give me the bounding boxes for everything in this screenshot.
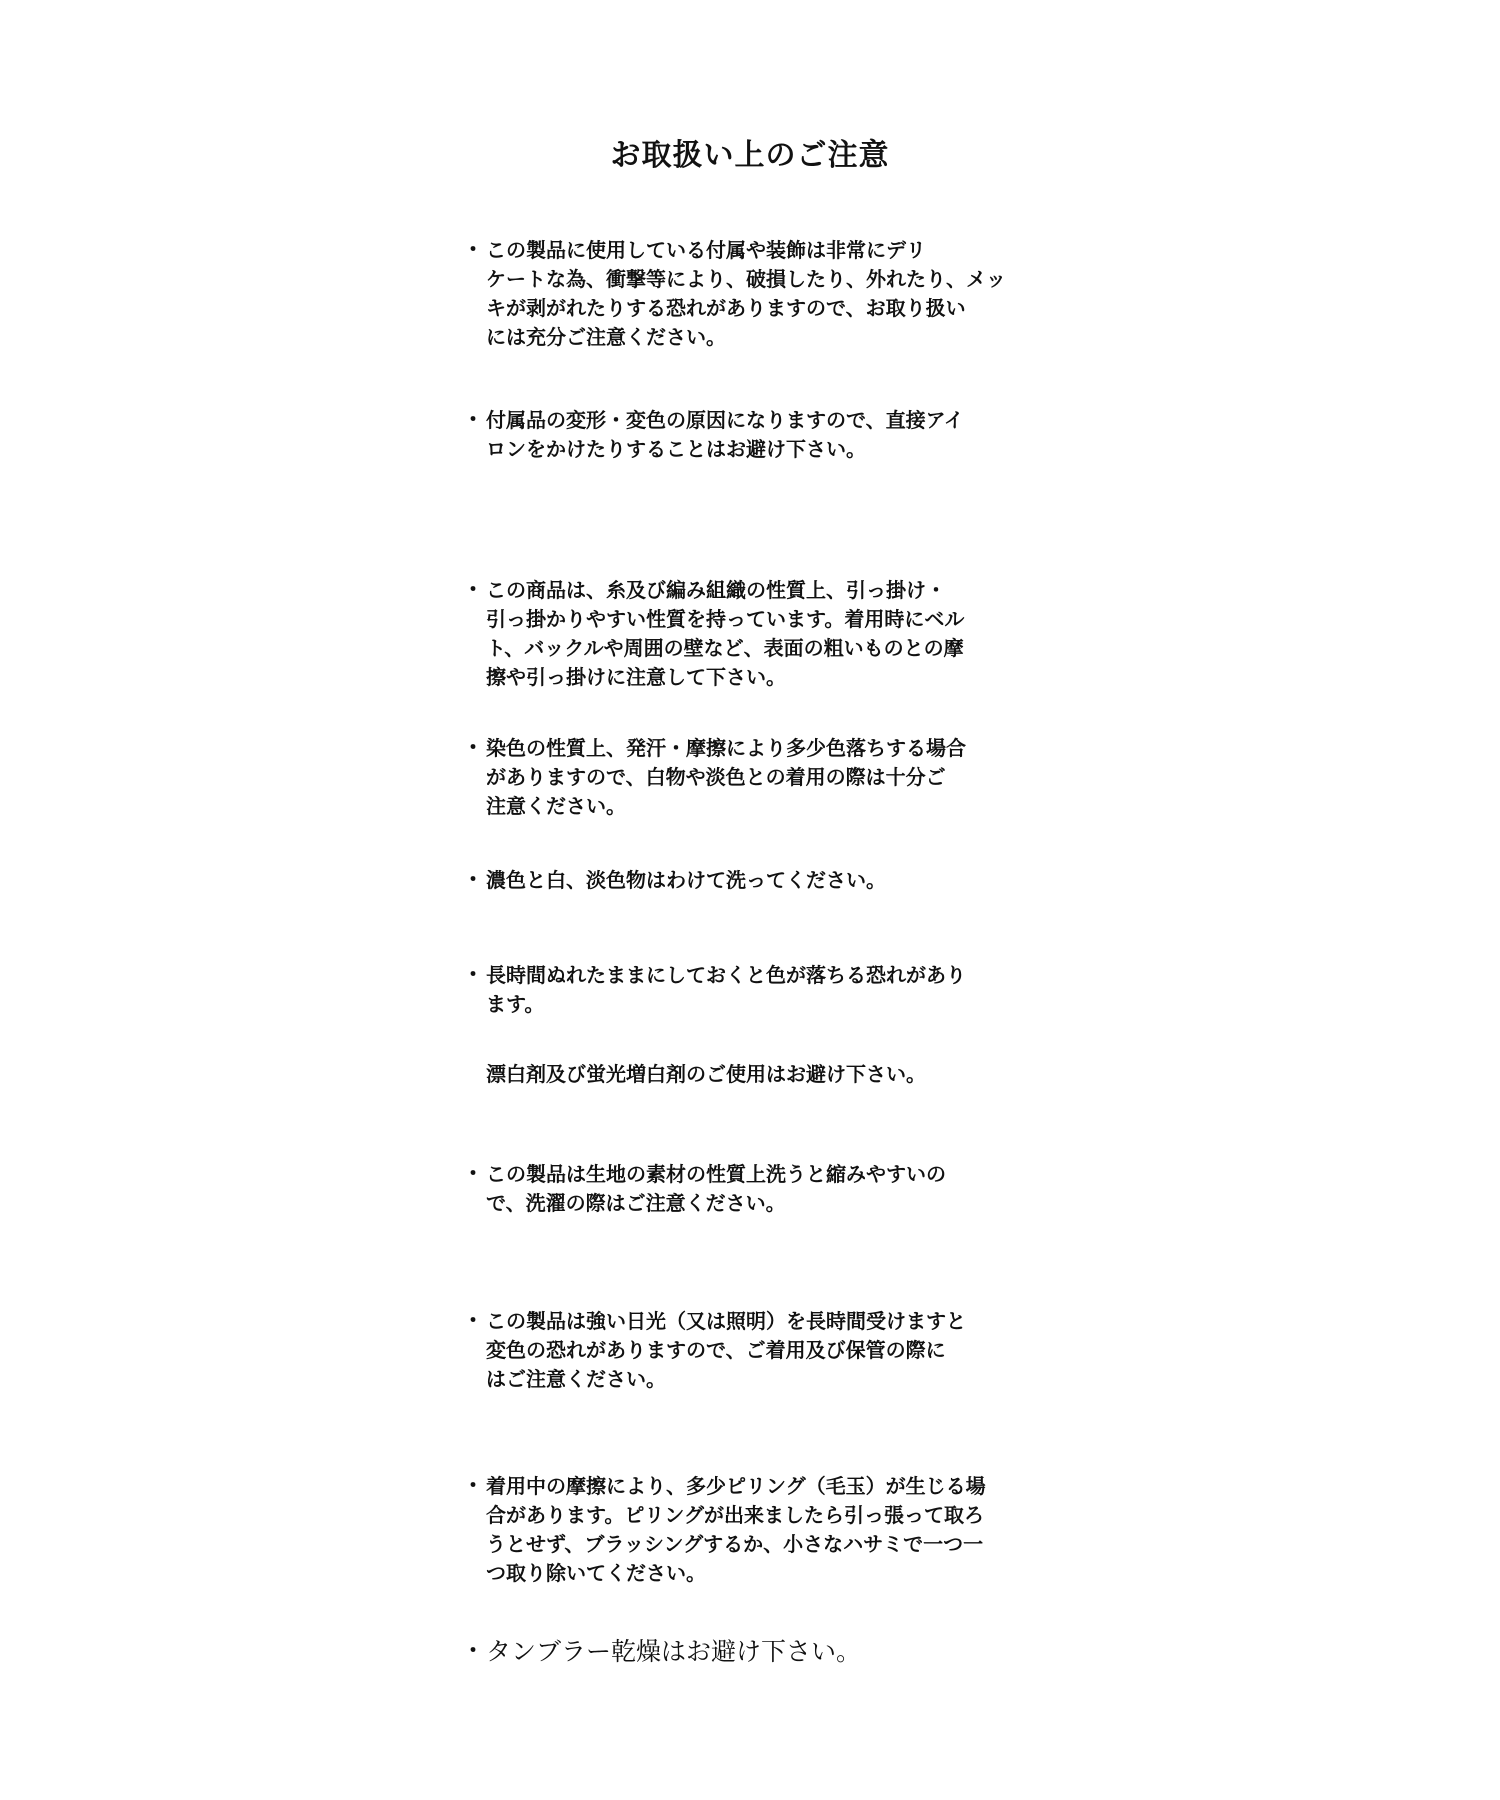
caution-text: この製品は生地の素材の性質上洗うと縮みやすいの で、洗濯の際はご注意ください。 xyxy=(486,1162,946,1215)
caution-item-snagging xyxy=(462,576,1062,692)
bullet: ・ xyxy=(462,963,485,988)
bullet: ・ xyxy=(462,238,485,263)
page-title: お取扱い上のご注意 xyxy=(610,138,890,173)
caution-text: 濃色と白、淡色物はわけて洗ってください。 xyxy=(486,868,886,892)
caution-item-wet xyxy=(462,961,1062,1019)
caution-item-pilling xyxy=(462,1472,1062,1588)
caution-item-shrinkage xyxy=(462,1160,1062,1218)
caution-item-tumble-dry xyxy=(462,1636,1062,1668)
bullet: ・ xyxy=(462,1474,485,1499)
caution-text: 染色の性質上、発汗・摩擦により多少色落ちする場合 がありますので、白物や淡色との着用の際は十分ご 注意ください。 xyxy=(486,736,966,818)
caution-text: この製品は強い日光（又は照明）を長時間受けますと 変色の恐れがありますので、ご着用及び保管の際に はご注意ください。 xyxy=(486,1309,966,1391)
caution-item-color-bleeding xyxy=(462,734,1062,821)
caution-text: 着用中の摩擦により、多少ピリング（毛玉）が生じる場 合があります。ピリングが出来ましたら引っ張って取ろ うとせず、ブラッシングするか、小さなハサミで一つ一 つ取り除いてください。 xyxy=(486,1474,986,1585)
bullet: ・ xyxy=(462,578,485,603)
bullet: ・ xyxy=(462,1162,485,1187)
bullet: ・ xyxy=(462,1309,485,1334)
caution-item-iron xyxy=(462,406,1062,464)
caution-text: 長時間ぬれたままにしておくと色が落ちる恐れがあり ます。 xyxy=(486,963,966,1016)
caution-item-wash-separately xyxy=(462,866,1062,895)
caution-text: 付属品の変形・変色の原因になりますので、直接アイ ロンをかけたりすることはお避け下さい。 xyxy=(486,408,964,461)
bullet: ・ xyxy=(462,736,485,761)
caution-item-accessories xyxy=(462,236,1062,352)
caution-bleach: 漂白剤及び蛍光増白剤のご使用はお避け下さい。 xyxy=(486,1062,926,1086)
caution-text: タンブラー乾燥はお避け下さい。 xyxy=(486,1637,862,1666)
caution-text: この製品に使用している付属や装飾は非常にデリ ケートな為、衝撃等により、破損したり、外れたり、メッ キが剥がれたりする恐れがありますので、お取り扱い には充分ご注意ください。 xyxy=(486,238,1006,349)
bullet: ・ xyxy=(462,868,485,893)
caution-item-sunlight xyxy=(462,1307,1062,1394)
bullet: ・ xyxy=(462,408,485,433)
bullet: ・ xyxy=(462,1639,485,1664)
caution-text: この商品は、糸及び編み組織の性質上、引っ掛け・ 引っ掛かりやすい性質を持っています。着用時にベル ト、バックルや周囲の壁など、表面の粗いものとの摩 擦や引っ掛けに注意して下さい。 xyxy=(486,578,965,689)
